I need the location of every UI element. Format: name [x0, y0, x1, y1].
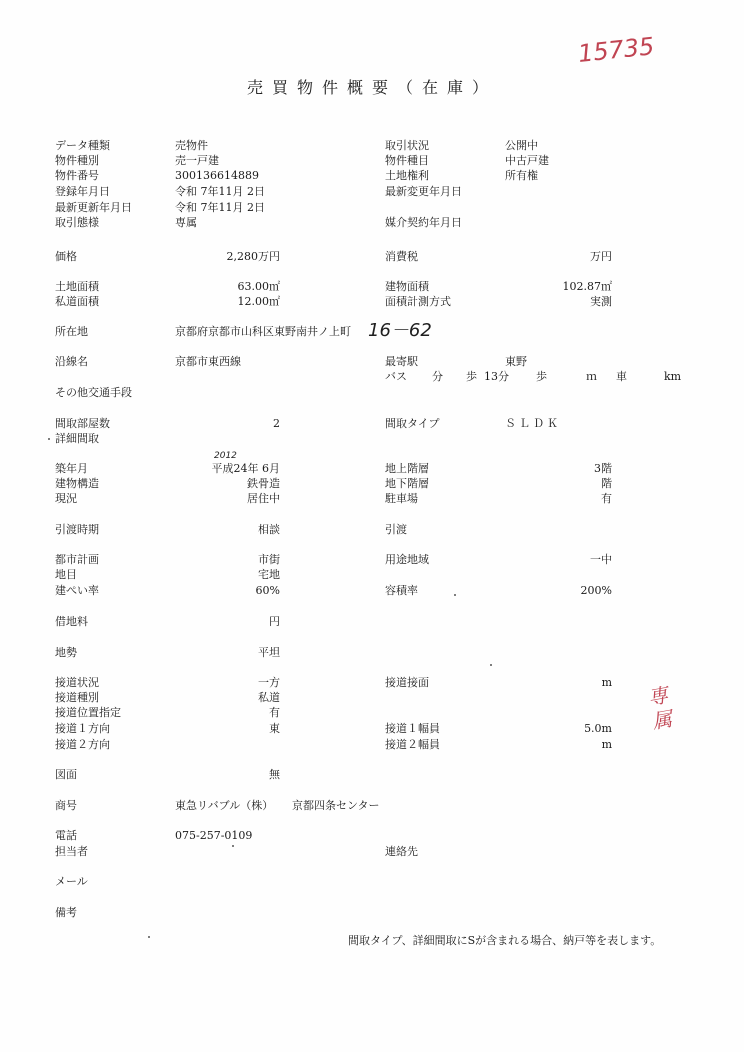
value-branch: 京都四条センター: [292, 799, 380, 812]
value-parking: 有: [601, 492, 612, 505]
value-walk-minutes: 13分: [484, 370, 509, 383]
label-land-category: 地目: [55, 568, 77, 581]
label-road2-width: 接道２幅員: [385, 738, 440, 751]
label-current: 現況: [55, 492, 77, 505]
value-road-designation: 有: [269, 706, 280, 719]
label-station: 最寄駅: [385, 355, 418, 368]
value-zoning: 一中: [590, 553, 612, 566]
value-data-type: 売物件: [175, 139, 208, 152]
value-road1-dir: 東: [269, 722, 280, 735]
value-property-no: 300136614889: [175, 169, 259, 182]
value-road-type: 私道: [258, 691, 280, 704]
label-contact: 連絡先: [385, 845, 418, 858]
label-road2-dir: 接道２方向: [55, 738, 110, 751]
value-road-frontage: m: [601, 676, 612, 689]
handwritten-number: 15735: [576, 32, 656, 68]
label-remarks: 備考: [55, 906, 77, 919]
value-far: 200%: [580, 584, 612, 597]
label-price: 価格: [55, 250, 77, 263]
value-handover-time: 相談: [258, 523, 280, 536]
label-m: ｍ: [586, 370, 597, 383]
label-built: 築年月: [55, 462, 88, 475]
value-city-plan: 市街: [258, 553, 280, 566]
label-land-area: 土地面積: [55, 280, 99, 293]
scan-speck: [490, 664, 492, 666]
label-ground-rent: 借地料: [55, 615, 88, 628]
label-property-type: 物件種別: [55, 154, 99, 167]
value-property-item: 中古戸建: [505, 154, 549, 167]
label-zoning: 用途地域: [385, 553, 429, 566]
label-coverage: 建ぺい率: [55, 584, 99, 597]
label-company: 商号: [55, 799, 77, 812]
label-structure: 建物構造: [55, 477, 99, 490]
label-layout-type: 間取タイプ: [385, 417, 440, 430]
label-handover: 引渡: [385, 523, 407, 536]
label-bus: バス: [385, 370, 407, 383]
label-drawing: 図面: [55, 768, 77, 781]
label-updated: 最新更新年月日: [55, 201, 132, 214]
label-property-no: 物件番号: [55, 169, 99, 182]
label-road1-dir: 接道１方向: [55, 722, 110, 735]
value-land-right: 所有権: [505, 169, 538, 182]
label-changed: 最新変更年月日: [385, 185, 462, 198]
label-deal-mode: 取引態様: [55, 216, 99, 229]
label-building-area: 建物面積: [385, 280, 429, 293]
value-road1-width: 5.0m: [584, 722, 612, 735]
value-company: 東急リバブル（株）: [175, 799, 274, 812]
label-trade-status: 取引状況: [385, 139, 429, 152]
label-room-detail: 詳細間取: [55, 432, 99, 445]
value-ground-rent: 円: [269, 615, 280, 628]
scan-speck: [48, 438, 50, 440]
value-area-method: 実測: [590, 295, 612, 308]
value-deal-mode: 専属: [175, 216, 197, 229]
label-road-frontage: 接道接面: [385, 676, 429, 689]
value-station: 東野: [505, 355, 527, 368]
handwritten-year: 2012: [214, 451, 237, 461]
label-registered: 登録年月日: [55, 185, 110, 198]
value-line: 京都市東西線: [175, 355, 241, 368]
label-other-transport: その他交通手段: [55, 386, 132, 399]
label-terrain: 地勢: [55, 646, 77, 659]
label-floors-above: 地上階層: [385, 462, 429, 475]
value-road2-width: m: [601, 738, 612, 751]
label-property-item: 物件種目: [385, 154, 429, 167]
value-private-road: 12.00㎡: [237, 295, 280, 308]
value-terrain: 平坦: [258, 646, 280, 659]
label-walk: 歩: [536, 370, 547, 383]
value-phone: 075-257-0109: [175, 829, 253, 842]
label-location: 所在地: [55, 325, 88, 338]
page-title: 売買物件概要（在庫）: [246, 78, 497, 97]
value-coverage: 60%: [255, 584, 280, 597]
label-contract-date: 媒介契約年月日: [385, 216, 462, 229]
label-tax: 消費税: [385, 250, 418, 263]
scan-speck: [454, 594, 456, 596]
label-rooms: 間取部屋数: [55, 417, 110, 430]
value-updated: 令和 7年11月 2日: [175, 201, 265, 214]
value-floors-above: 3階: [594, 462, 612, 475]
label-car: 車: [616, 370, 627, 383]
footnote: 間取タイプ、詳細間取にSが含まれる場合、納戸等を表します。: [348, 934, 662, 947]
label-mail: メール: [55, 875, 88, 888]
value-building-area: 102.87㎡: [562, 280, 612, 293]
value-layout-type: ＳＬＤＫ: [505, 417, 561, 430]
value-land-area: 63.00㎡: [237, 280, 280, 293]
label-road-status: 接道状況: [55, 676, 99, 689]
label-road-designation: 接道位置指定: [55, 706, 121, 719]
value-tax: 万円: [590, 250, 612, 263]
value-structure: 鉄骨造: [247, 477, 280, 490]
label-phone: 電話: [55, 829, 77, 842]
label-km: km: [664, 370, 682, 383]
value-road-status: 一方: [258, 676, 280, 689]
label-area-method: 面積計測方式: [385, 295, 451, 308]
label-line: 沿線名: [55, 355, 88, 368]
label-data-type: データ種類: [55, 139, 110, 152]
value-land-category: 宅地: [258, 568, 280, 581]
label-private-road: 私道面積: [55, 295, 99, 308]
label-staff: 担当者: [55, 845, 88, 858]
value-trade-status: 公開中: [505, 139, 538, 152]
label-bus-walk: 歩: [466, 370, 477, 383]
scan-speck: [232, 845, 234, 847]
value-floors-below: 階: [601, 477, 612, 490]
label-land-right: 土地権利: [385, 169, 429, 182]
handwritten-address-suffix: 16－62: [368, 320, 432, 341]
label-far: 容積率: [385, 584, 418, 597]
value-current: 居住中: [247, 492, 280, 505]
label-city-plan: 都市計画: [55, 553, 99, 566]
label-road1-width: 接道１幅員: [385, 722, 440, 735]
value-rooms: 2: [273, 417, 280, 430]
label-parking: 駐車場: [385, 492, 418, 505]
value-drawing: 無: [269, 768, 280, 781]
value-built: 平成24年 6月: [211, 462, 280, 475]
label-floors-below: 地下階層: [385, 477, 429, 490]
value-location: 京都府京都市山科区東野南井ノ上町: [175, 325, 351, 338]
value-price: 2,280万円: [226, 250, 280, 263]
value-property-type: 売一戸建: [175, 154, 219, 167]
scan-speck: [148, 936, 150, 938]
label-bus-min: 分: [432, 370, 443, 383]
handwritten-stamp: 専属: [645, 682, 675, 734]
value-registered: 令和 7年11月 2日: [175, 185, 265, 198]
label-handover-time: 引渡時期: [55, 523, 99, 536]
label-road-type: 接道種別: [55, 691, 99, 704]
